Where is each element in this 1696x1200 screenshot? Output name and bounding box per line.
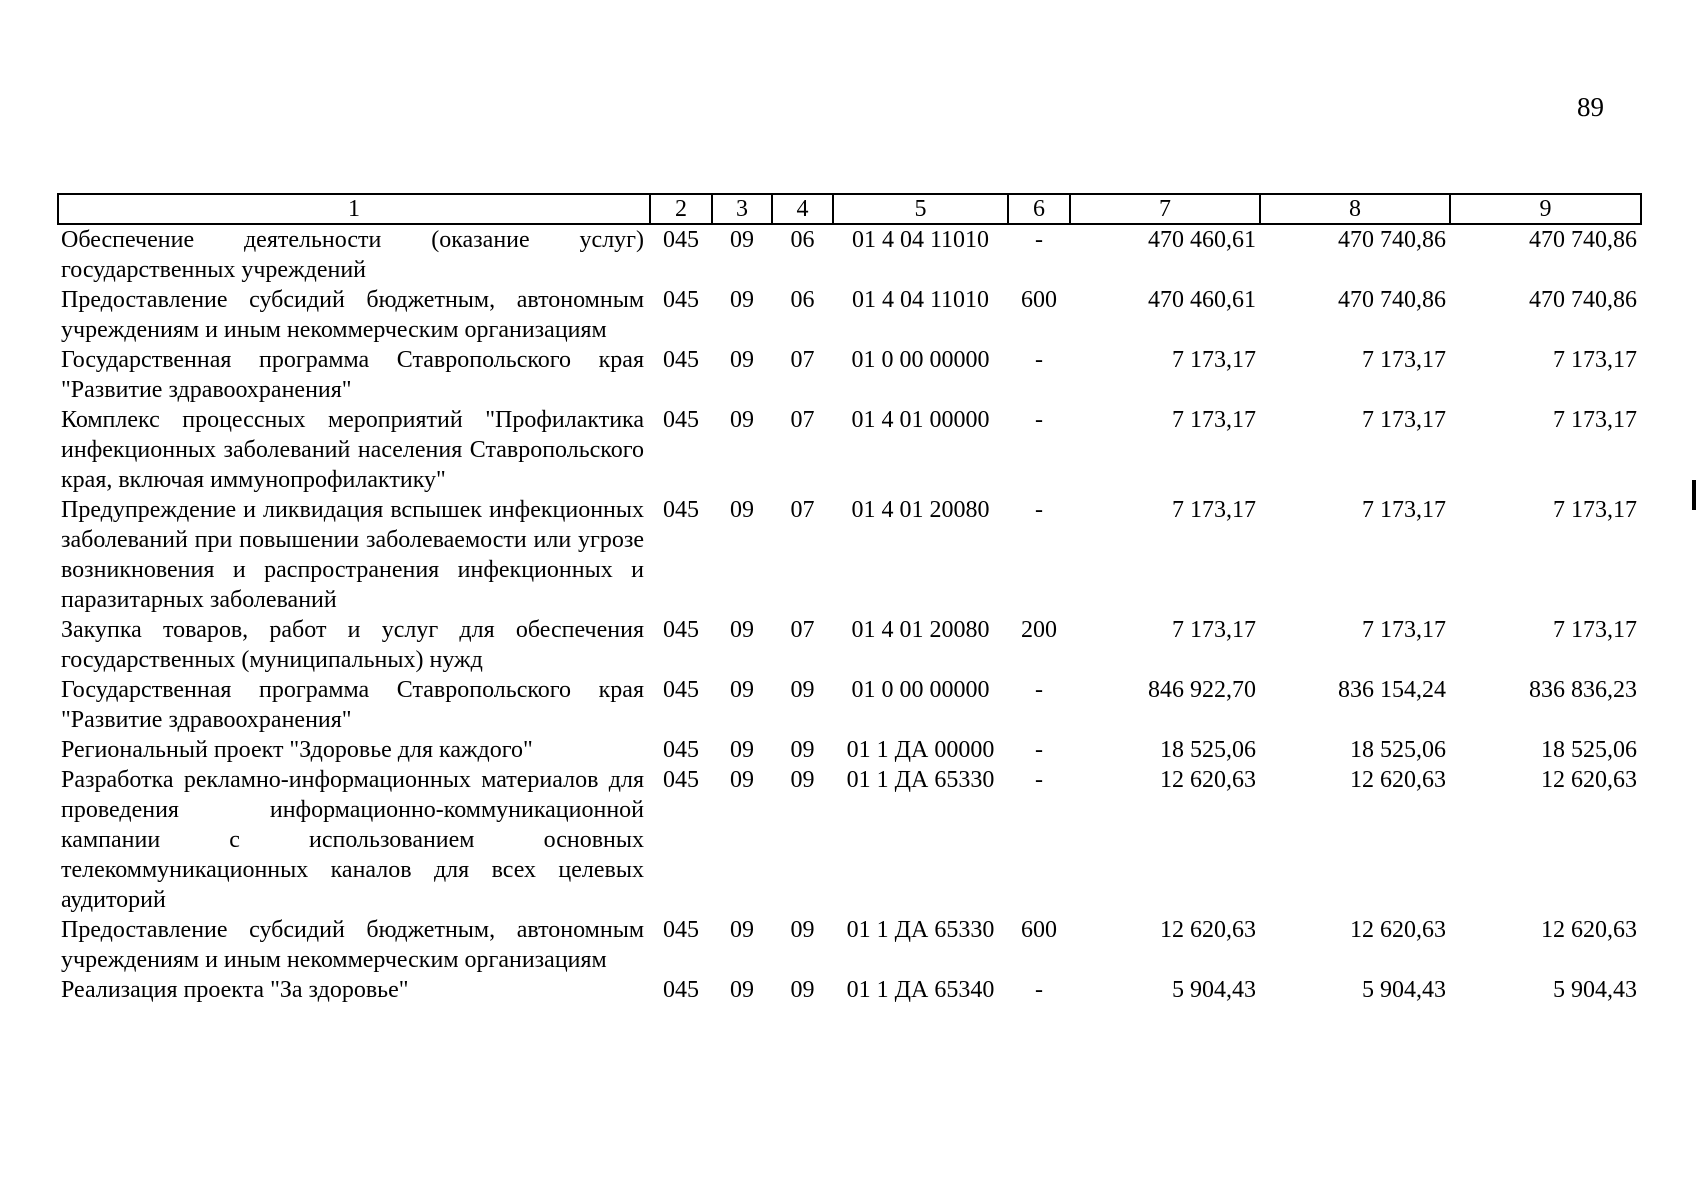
row-target: 01 1 ДА 65340 (846, 977, 995, 1003)
row-amount-9: 7 173,17 (1553, 497, 1637, 523)
row-target: 01 1 ДА 00000 (846, 737, 995, 763)
row-section: 09 (730, 917, 754, 943)
row-amount-9: 18 525,06 (1541, 737, 1637, 763)
row-amount-9: 7 173,17 (1553, 347, 1637, 373)
row-section: 09 (730, 287, 754, 313)
row-expense-type: 200 (1021, 617, 1057, 643)
table-row (58, 345, 1641, 405)
table-row (58, 915, 1641, 975)
row-amount-9: 12 620,63 (1541, 767, 1637, 793)
row-code: 045 (663, 917, 699, 943)
row-expense-type: - (1035, 737, 1043, 763)
table-row (58, 495, 1641, 615)
table-row (58, 405, 1641, 495)
row-amount-8: 12 620,63 (1350, 767, 1446, 793)
row-subsection: 07 (790, 407, 815, 433)
row-code: 045 (663, 617, 699, 643)
table-row (58, 285, 1641, 345)
row-code: 045 (663, 737, 699, 763)
row-target: 01 4 04 11010 (851, 227, 990, 253)
row-amount-8: 12 620,63 (1350, 917, 1446, 943)
row-target: 01 0 00 00000 (851, 347, 990, 373)
row-amount-8: 7 173,17 (1362, 347, 1446, 373)
row-code: 045 (663, 767, 699, 793)
table-row (58, 615, 1641, 675)
row-amount-7: 7 173,17 (1172, 347, 1256, 373)
row-amount-8: 7 173,17 (1362, 617, 1446, 643)
row-section: 09 (730, 497, 754, 523)
column-header: 2 (650, 194, 712, 224)
row-name: Разработка рекламно-информационных материалов для проведения информационно-коммуникационной кампании с использованием основных телекоммуникационных каналов для всех целевых аудиторий (61, 767, 644, 913)
row-amount-7: 846 922,70 (1148, 677, 1256, 703)
row-amount-8: 470 740,86 (1338, 227, 1446, 253)
row-code: 045 (663, 407, 699, 433)
row-code: 045 (663, 497, 699, 523)
row-name: Предоставление субсидий бюджетным, автономным учреждениям и иным некоммерческим организациям (61, 917, 644, 973)
row-amount-7: 18 525,06 (1160, 737, 1256, 763)
row-section: 09 (730, 767, 754, 793)
row-subsection: 07 (790, 347, 815, 373)
row-code: 045 (663, 677, 699, 703)
row-code: 045 (663, 287, 699, 313)
row-section: 09 (730, 347, 754, 373)
row-expense-type: - (1035, 407, 1043, 433)
row-amount-7: 7 173,17 (1172, 497, 1256, 523)
row-name: Закупка товаров, работ и услуг для обеспечения государственных (муниципальных) нужд (61, 617, 644, 673)
row-amount-9: 12 620,63 (1541, 917, 1637, 943)
table-row (58, 224, 1641, 285)
column-number-row (58, 194, 1641, 224)
row-name: Региональный проект "Здоровье для каждого" (61, 737, 533, 763)
row-amount-8: 7 173,17 (1362, 497, 1446, 523)
column-header: 7 (1070, 194, 1260, 224)
row-amount-9: 5 904,43 (1553, 977, 1637, 1003)
row-section: 09 (730, 977, 754, 1003)
row-name: Государственная программа Ставропольского края "Развитие здравоохранения" (61, 677, 644, 733)
row-name: Обеспечение деятельности (оказание услуг) государственных учреждений (61, 227, 644, 283)
row-expense-type: 600 (1021, 917, 1057, 943)
row-target: 01 1 ДА 65330 (846, 917, 995, 943)
row-amount-8: 18 525,06 (1350, 737, 1446, 763)
row-expense-type: 600 (1021, 287, 1057, 313)
row-subsection: 06 (790, 227, 815, 253)
table-row (58, 735, 1641, 765)
row-expense-type: - (1035, 497, 1043, 523)
row-amount-9: 470 740,86 (1529, 287, 1637, 313)
row-code: 045 (663, 227, 699, 253)
column-header: 1 (58, 194, 650, 224)
row-subsection: 09 (790, 767, 815, 793)
row-expense-type: - (1035, 977, 1043, 1003)
budget-table (57, 193, 1642, 1005)
row-expense-type: - (1035, 677, 1043, 703)
row-amount-8: 7 173,17 (1362, 407, 1446, 433)
row-name: Реализация проекта "За здоровье" (61, 977, 409, 1003)
table-row (58, 675, 1641, 735)
row-expense-type: - (1035, 347, 1043, 373)
row-target: 01 4 01 00000 (851, 407, 990, 433)
row-amount-7: 470 460,61 (1148, 287, 1256, 313)
column-header: 4 (772, 194, 833, 224)
column-header: 8 (1260, 194, 1450, 224)
row-amount-7: 7 173,17 (1172, 617, 1256, 643)
row-target: 01 1 ДА 65330 (846, 767, 995, 793)
table-row (58, 975, 1641, 1005)
row-amount-8: 836 154,24 (1338, 677, 1446, 703)
row-amount-7: 12 620,63 (1160, 767, 1256, 793)
row-target: 01 4 01 20080 (851, 497, 990, 523)
row-amount-9: 7 173,17 (1553, 617, 1637, 643)
scan-edge-mark (1692, 480, 1696, 510)
row-target: 01 4 04 11010 (851, 287, 990, 313)
row-amount-8: 470 740,86 (1338, 287, 1446, 313)
row-subsection: 09 (790, 917, 815, 943)
row-section: 09 (730, 227, 754, 253)
row-subsection: 09 (790, 677, 815, 703)
row-section: 09 (730, 737, 754, 763)
row-target: 01 0 00 00000 (851, 677, 990, 703)
page-number: 89 (1577, 92, 1604, 122)
table-row (58, 765, 1641, 915)
row-expense-type: - (1035, 767, 1043, 793)
row-expense-type: - (1035, 227, 1043, 253)
row-section: 09 (730, 617, 754, 643)
row-subsection: 07 (790, 617, 815, 643)
row-name: Комплекс процессных мероприятий "Профилактика инфекционных заболеваний населения Ставропольского края, включая иммунопрофилактику" (61, 407, 644, 493)
column-header: 5 (833, 194, 1008, 224)
column-header: 6 (1008, 194, 1070, 224)
row-amount-7: 470 460,61 (1148, 227, 1256, 253)
column-header: 3 (712, 194, 772, 224)
row-amount-9: 470 740,86 (1529, 227, 1637, 253)
row-subsection: 06 (790, 287, 815, 313)
row-section: 09 (730, 677, 754, 703)
row-amount-9: 836 836,23 (1529, 677, 1637, 703)
row-name: Предоставление субсидий бюджетным, автономным учреждениям и иным некоммерческим организациям (61, 287, 644, 343)
row-amount-7: 5 904,43 (1172, 977, 1256, 1003)
row-section: 09 (730, 407, 754, 433)
row-amount-9: 7 173,17 (1553, 407, 1637, 433)
row-name: Государственная программа Ставропольского края "Развитие здравоохранения" (61, 347, 644, 403)
row-amount-8: 5 904,43 (1362, 977, 1446, 1003)
row-subsection: 07 (790, 497, 815, 523)
row-amount-7: 7 173,17 (1172, 407, 1256, 433)
row-code: 045 (663, 347, 699, 373)
row-target: 01 4 01 20080 (851, 617, 990, 643)
row-code: 045 (663, 977, 699, 1003)
row-name: Предупреждение и ликвидация вспышек инфекционных заболеваний при повышении заболеваемости или угрозе возникновения и распространения инфекционных и паразитарных заболеваний (61, 497, 644, 613)
row-subsection: 09 (790, 977, 815, 1003)
row-subsection: 09 (790, 737, 815, 763)
row-amount-7: 12 620,63 (1160, 917, 1256, 943)
column-header: 9 (1450, 194, 1641, 224)
